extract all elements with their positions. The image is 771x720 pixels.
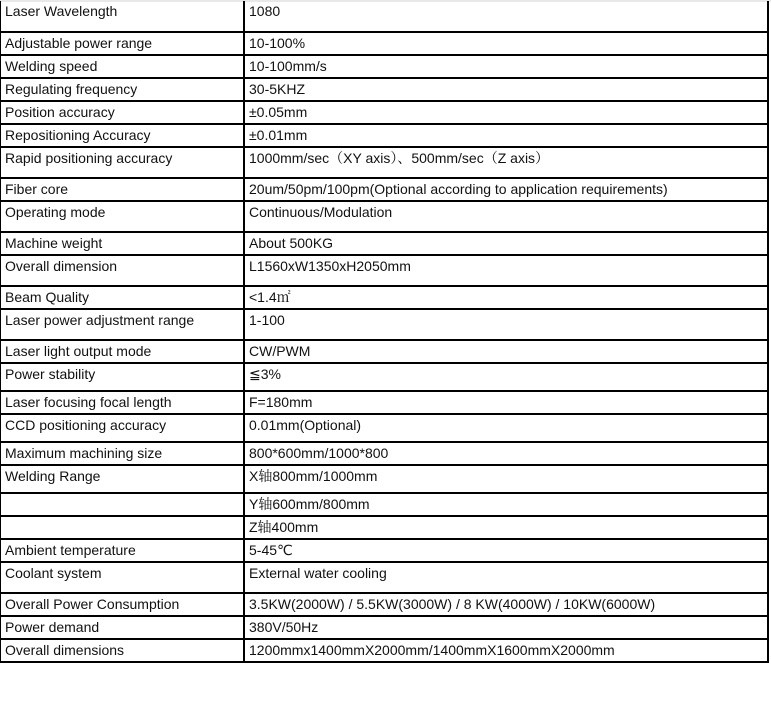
table-row bbox=[1, 55, 769, 78]
spec-value: 800*600mm/1000*800 bbox=[244, 442, 768, 465]
spec-label: Laser Wavelength bbox=[1, 1, 245, 32]
spec-label: Laser power adjustment range bbox=[1, 309, 245, 340]
spec-value: 5-45℃ bbox=[244, 539, 768, 562]
spec-label: Overall dimensions bbox=[1, 639, 245, 662]
spec-value: L1560xW1350xH2050mm bbox=[244, 255, 768, 286]
spec-value: About 500KG bbox=[244, 232, 768, 255]
spec-value: 30-5KHZ bbox=[244, 78, 768, 101]
spec-label: Maximum machining size bbox=[1, 442, 245, 465]
spec-value: 380V/50Hz bbox=[244, 616, 768, 639]
spec-label: Repositioning Accuracy bbox=[1, 124, 245, 147]
table-row bbox=[1, 493, 769, 516]
spec-label: Laser focusing focal length bbox=[1, 391, 245, 414]
spec-label: Laser light output mode bbox=[1, 340, 245, 363]
spec-table-body bbox=[1, 1, 769, 662]
spec-label: Ambient temperature bbox=[1, 539, 245, 562]
spec-label: Beam Quality bbox=[1, 286, 245, 309]
spec-value: Z轴400mm bbox=[244, 516, 768, 539]
table-row bbox=[1, 442, 769, 465]
table-row bbox=[1, 593, 769, 616]
spec-value: F=180mm bbox=[244, 391, 768, 414]
table-row bbox=[1, 178, 769, 201]
spec-label: Coolant system bbox=[1, 562, 245, 593]
spec-label: Operating mode bbox=[1, 201, 245, 232]
spec-value: 20um/50pm/100pm(Optional according to application requirements) bbox=[244, 178, 768, 201]
table-row bbox=[1, 1, 769, 32]
spec-value: 3.5KW(2000W) / 5.5KW(3000W) / 8 KW(4000W) / 10KW(6000W) bbox=[244, 593, 768, 616]
spec-label: Power stability bbox=[1, 363, 245, 391]
table-row bbox=[1, 516, 769, 539]
spec-label: Overall dimension bbox=[1, 255, 245, 286]
spec-label: Power demand bbox=[1, 616, 245, 639]
spec-value: 1000mm/sec（XY axis）、500mm/sec（Z axis） bbox=[244, 147, 768, 178]
spec-value: 1-100 bbox=[244, 309, 768, 340]
table-row bbox=[1, 147, 769, 178]
table-row bbox=[1, 255, 769, 286]
spec-value: ≦3% bbox=[244, 363, 768, 391]
spec-label: Rapid positioning accuracy bbox=[1, 147, 245, 178]
table-row bbox=[1, 340, 769, 363]
spec-label: CCD positioning accuracy bbox=[1, 414, 245, 442]
spec-table bbox=[0, 1, 769, 663]
table-row bbox=[1, 309, 769, 340]
spec-value: <1.4㎡ bbox=[244, 286, 768, 309]
table-row bbox=[1, 201, 769, 232]
table-row bbox=[1, 232, 769, 255]
table-row bbox=[1, 539, 769, 562]
table-row bbox=[1, 616, 769, 639]
spec-value: X轴800mm/1000mm bbox=[244, 465, 768, 493]
spec-value: ±0.01mm bbox=[244, 124, 768, 147]
table-row bbox=[1, 32, 769, 55]
spec-label: Welding Range bbox=[1, 465, 245, 493]
spec-label bbox=[1, 493, 245, 516]
spec-value: CW/PWM bbox=[244, 340, 768, 363]
spec-value: 10-100% bbox=[244, 32, 768, 55]
table-row bbox=[1, 414, 769, 442]
table-row bbox=[1, 78, 769, 101]
table-row bbox=[1, 286, 769, 309]
spec-label: Adjustable power range bbox=[1, 32, 245, 55]
spec-label: Position accuracy bbox=[1, 101, 245, 124]
spec-label: Regulating frequency bbox=[1, 78, 245, 101]
table-row bbox=[1, 363, 769, 391]
spec-value: Y轴600mm/800mm bbox=[244, 493, 768, 516]
spec-value: 10-100mm/s bbox=[244, 55, 768, 78]
table-row bbox=[1, 391, 769, 414]
table-row bbox=[1, 562, 769, 593]
table-row bbox=[1, 639, 769, 662]
spec-value: 1080 bbox=[244, 1, 768, 32]
table-row bbox=[1, 101, 769, 124]
table-row bbox=[1, 124, 769, 147]
spec-label: Welding speed bbox=[1, 55, 245, 78]
table-row bbox=[1, 465, 769, 493]
spec-value: Continuous/Modulation bbox=[244, 201, 768, 232]
spec-label: Fiber core bbox=[1, 178, 245, 201]
spec-value: 1200mmx1400mmX2000mm/1400mmX1600mmX2000mm bbox=[244, 639, 768, 662]
spec-label: Machine weight bbox=[1, 232, 245, 255]
spec-label: Overall Power Consumption bbox=[1, 593, 245, 616]
spec-label bbox=[1, 516, 245, 539]
spec-value: External water cooling bbox=[244, 562, 768, 593]
spec-value: ±0.05mm bbox=[244, 101, 768, 124]
spec-value: 0.01mm(Optional) bbox=[244, 414, 768, 442]
